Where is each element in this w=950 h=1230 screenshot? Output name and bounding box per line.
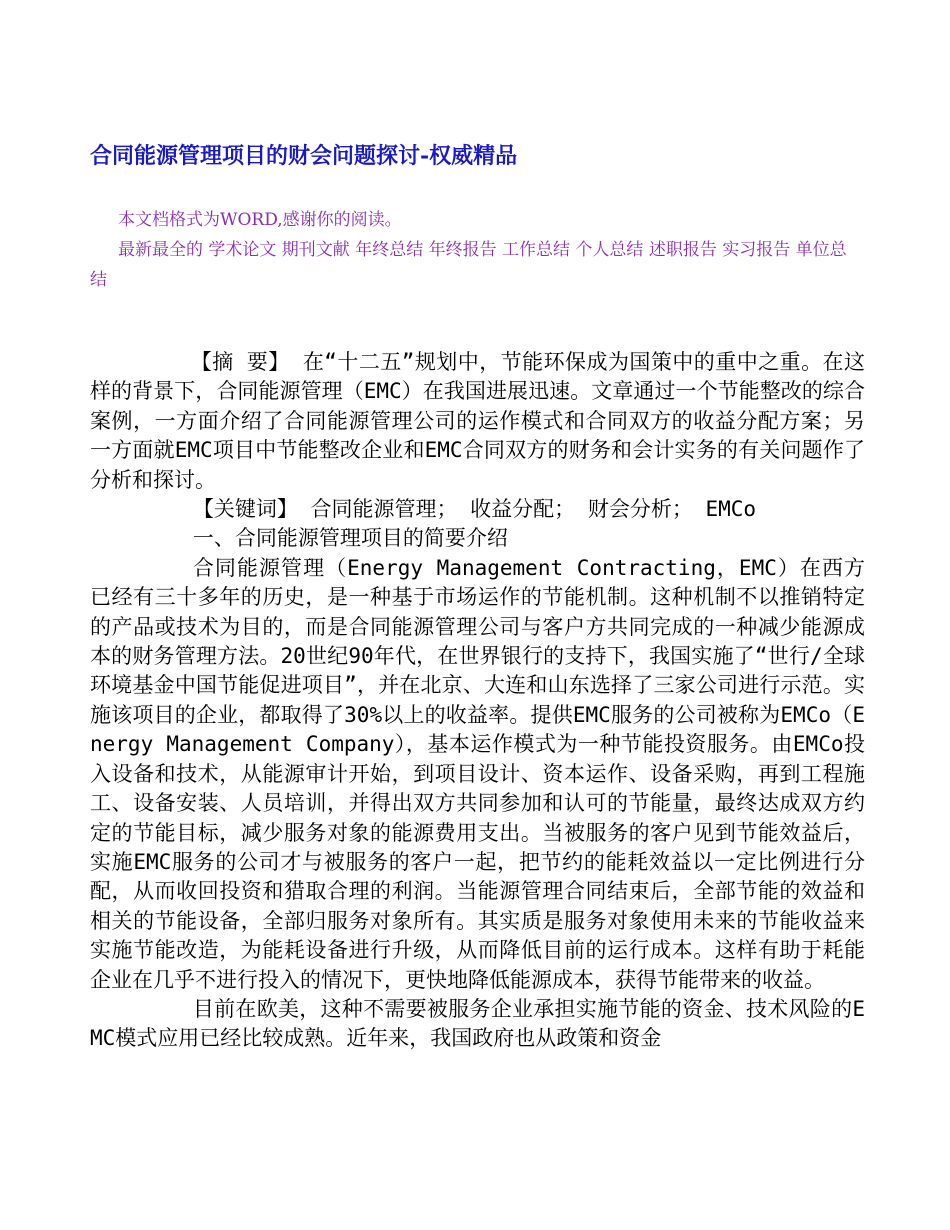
body-paragraph: 目前在欧美，这种不需要被服务企业承担实施节能的资金、技术风险的EMC模式应用已经比较成熟。近年来，我国政府也从政策和资金 (90, 996, 865, 1051)
keywords-paragraph: 【关键词】 合同能源管理； 收益分配； 财会分析； EMCo (192, 497, 757, 522)
body-paragraph: 合同能源管理（Energy Management Contracting，EMC）在西方已经有三十多年的历史，是一种基于市场运作的节能机制。这种机制不以推销特定的产品或技术为目的，而是合同能源管理公司与客户方共同完成的一种减少能源成本的财务管理方法。20世纪90年代，在世界银行的支持下，我国实施了“世行/全球环境基金中国节能促进项目”，并在北京、大连和山东选择了三家公司进行示范。实施该项目的企业，都取得了30%以上的收益率。提供EMC服务的公司被称为EMCo（Energy Management Company），基本运作模式为一种节能投资服务。由EMCo投入设备和技术，从能源审计开始，到项目设计、资本运作、设备采购，再到工程施工、设备安装、人员培训，并得出双方共同参加和认可的节能量，最终达成双方约定的节能目标，减少服务对象的能源费用支出。当被服务的客户见到节能效益后，实施EMC服务的公司才与被服务的客户一起，把节约的能耗效益以一定比例进行分配，从而收回投资和猎取合理的利润。当能源管理合同结束后，全部节能的效益和相关的节能设备，全部归服务对象所有。其实质是服务对象使用未来的节能收益来实施节能改造，为能耗设备进行升级，从而降低目前的运行成本。这样有助于耗能企业在几乎不进行投入的情况下，更快地降低能源成本，获得节能带来的收益。 (90, 555, 865, 992)
document-body (90, 348, 865, 1054)
section-heading: 一、合同能源管理项目的简要介绍 (192, 526, 508, 551)
notice-format-line: 本文档格式为WORD,感谢你的阅读。 (118, 210, 402, 230)
notice-block (90, 205, 860, 295)
document-title: 合同能源管理项目的财会问题探讨-权威精品 (90, 143, 518, 169)
notice-category-line: 最新最全的 学术论文 期刊文献 年终总结 年终报告 工作总结 个人总结 述职报告 实习报告 单位总结 (90, 240, 847, 290)
abstract-paragraph: 【摘 要】 在“十二五”规划中，节能环保成为国策中的重中之重。在这样的背景下，合同能源管理（EMC）在我国进展迅速。文章通过一个节能整改的综合案例，一方面介绍了合同能源管理公司的运作模式和合同双方的收益分配方案；另一方面就EMC项目中节能整改企业和EMC合同双方的财务和会计实务的有关问题作了分析和探讨。 (90, 350, 865, 492)
